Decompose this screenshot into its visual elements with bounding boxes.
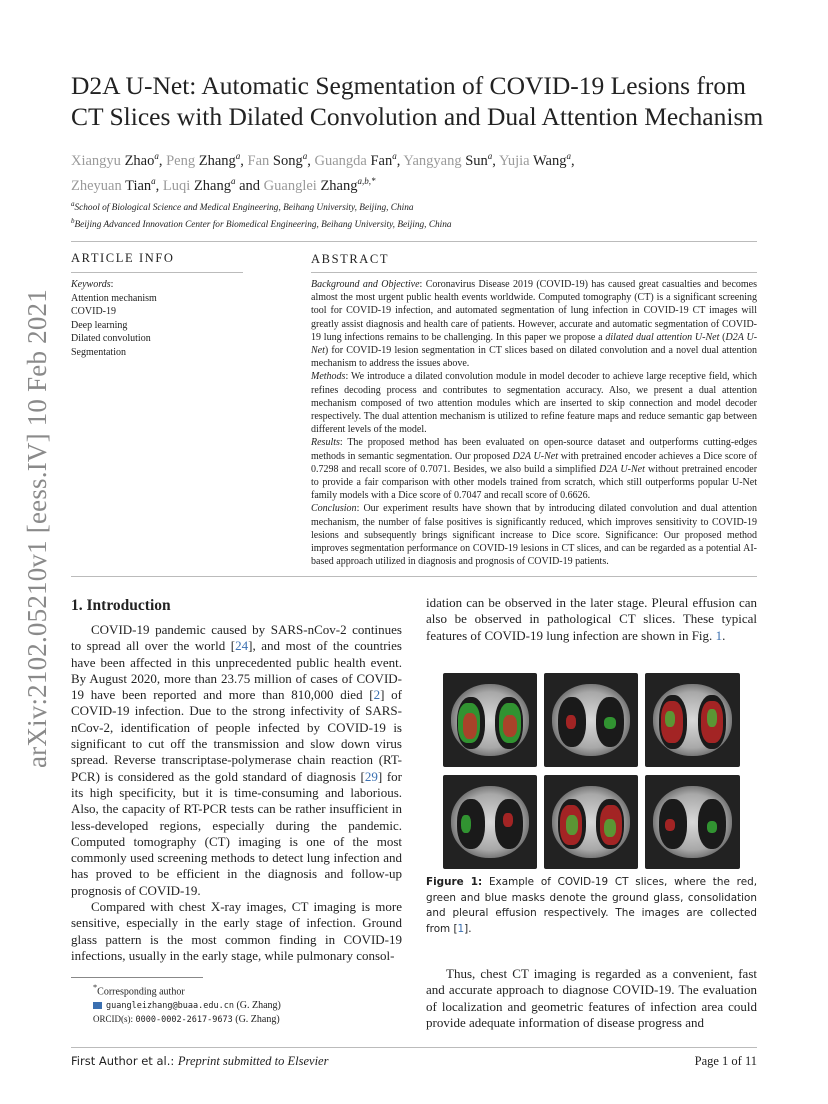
keywords-block: Keywords: Attention mechanism COVID-19 Deep learning Dilated convolution Segmentation: [71, 278, 251, 359]
citation-link[interactable]: 24: [235, 638, 249, 654]
citation-link[interactable]: 2: [373, 687, 381, 703]
author-name: Yangyang Sun$^a$: [403, 151, 493, 169]
keyword: Deep learning: [71, 319, 128, 331]
ct-slice-image: [443, 775, 537, 869]
author-name: Zheyuan Tian$^a$: [71, 175, 156, 194]
paper-title: D2A U-Net: Automatic Segmentation of COVID-19 Lesions from CT Slices with Dilated Convolution and Dual Attention Mechanism: [71, 71, 764, 131]
ct-slice-image: [443, 673, 537, 767]
citation-link[interactable]: 29: [364, 768, 378, 784]
footer-running-head: First Author et al.: Preprint submitted to Elsevier: [71, 1054, 329, 1068]
affiliations: [71, 198, 771, 232]
figure-1-image: [443, 673, 740, 869]
abstract-conclusion: Conclusion: Our experiment results have shown that by introducing dilated convolution and dual attention mechanism, the number of false positives is significantly reduced, which improves sensitivity to COVID-19 lesions and subsequently brings significant increase to Dice score. Significance: Our proposed method improves segmentation performance on COVID-19 lesions in CT slices, and can be regarded as a potential AI-based approach utilized in diagnosis and prognosis of COVID-19 patients.: [311, 503, 757, 568]
keyword: Attention mechanism: [71, 292, 157, 304]
authors-and: and: [239, 177, 261, 194]
intro-paragraph-3: Thus, chest CT imaging is regarded as a convenient, fast and accurate approach to diagnose COVID-19. The evaluation of localization and geometric features of infection area could provide adequate information of disease progress and: [426, 966, 757, 1030]
abstract-results: Results: The proposed method has been evaluated on open-source dataset and outperforms cutting-edges methods in semantic segmentation. Our proposed D2A U-Net with pretrained encoder achieves a Dice score of 0.7298 and recall score of 0.7071. Besides, we also build a simplified D2A U-Net without pretrained encoder to provide a fair comparison with other models trained from scratch, which still outperforms popular U-Net family models with a Dice score of 0.7047 and recall score of 0.6626.: [311, 437, 758, 502]
keywords-label: Keywords: [71, 279, 111, 290]
ct-slice-image: [544, 673, 638, 767]
abstract-body: [311, 278, 757, 568]
author-name: Luqi Zhang$^a$: [162, 175, 236, 194]
citation-link[interactable]: 1: [457, 922, 465, 935]
intro-paragraph-2: Compared with chest X-ray images, CT imaging is more sensitive, especially in the early stage of infection. Ground glass pattern is the most common finding in COVID-19 infections, usually in the early stage, while pulmonary consol-: [71, 899, 402, 963]
figure-reference-link[interactable]: 1: [715, 627, 723, 643]
email-icon: [93, 1002, 102, 1009]
ct-slice-image: [645, 673, 740, 767]
intro-left-column: [71, 622, 402, 964]
intro-right-column-bottom: [426, 966, 757, 1031]
affiliation-a: $^a$School of Biological Science and Medical Engineering, Beihang University, Beijing, China: [71, 200, 414, 214]
author-name: Guangda Fan$^a$: [314, 151, 397, 169]
footnote: *Corresponding author guangleizhang@buaa.edu.cn (G. Zhang) ORCID(s): 0000-0002-2617-9673 (G. Zhang): [93, 983, 281, 1026]
figure-1-caption: Figure 1: Example of COVID-19 CT slices, where the red, green and blue masks denote the ground glass, consolidation and pleural effusion respectively. The images are collected from [1].: [426, 876, 757, 935]
divider: [71, 241, 757, 242]
divider: [71, 272, 243, 273]
author-list: Xiangyu Zhao$^a$, Peng Zhang$^a$, Fan Song$^a$, Guangda Fan$^a$, Yangyang Sun$^a$, Yujia Wang$^a$, Zheyuan Tian$^a$, Luqi Zhang$^a$ and Guanglei Zhang$^{a,b,*}$: [71, 151, 575, 194]
author-name: Peng Zhang$^a$: [166, 151, 241, 169]
ct-slice-image: [544, 775, 638, 869]
page-number: Page 1 of 11: [694, 1054, 757, 1068]
footnote-rule: [71, 977, 203, 978]
arxiv-identifier: arXiv:2102.05210v1 [eess.IV] 10 Feb 2021: [22, 289, 52, 768]
author-name: Guanglei Zhang$^{a,b,*}$: [263, 175, 376, 194]
ct-slice-image: [645, 775, 740, 869]
abstract-heading: ABSTRACT: [311, 252, 390, 266]
article-info-heading: ARTICLE INFO: [71, 251, 175, 265]
keyword: Dilated convolution: [71, 333, 151, 344]
orcid-link[interactable]: 0000-0002-2617-9673: [135, 1015, 233, 1026]
intro-paragraph-1: COVID-19 pandemic caused by SARS-nCov-2 continues to spread all over the world [24], and most of the countries have been affected in this unprecedented public health event. By August 2020, more than 23.75 million of cases of COVID-19 have been reported and more than 810,000 died [2] of COVID-19 infection. Due to the strong infectivity of SARS-nCov-2, identification of people infected by COVID-19 is significant to cut off the transmission and slow down virus spread. Reverse transcriptase-polymerase chain reaction (RT-PCR) is considered as the gold standard of diagnosis [29] for its high specificity, but it is time-consuming and laborious. Also, the capacity of RT-PCR tests can be rather insufficient in less-developed regions, especially during the pandemic. Computed tomography (CT) imaging is one of the most commonly used screening methods to detect lung infection and has proved to be efficient in the diagnosis and follow-up prognosis of COVID-19.: [71, 622, 402, 898]
abstract-methods: Methods: We introduce a dilated convolution module in model decoder to achieve large receptive field, which refines decoding process and contributes to segmentation accuracy. Also, we present a dual attention mechanism composed of two attention modules which are inserted to skip connection and model decoder respectively. The dual attention mechanism is utilized to refine feature maps and reduce semantic gap between different levels of the model.: [311, 371, 757, 436]
email-link[interactable]: guangleizhang@buaa.edu.cn: [106, 1000, 234, 1011]
intro-right-column-top: [426, 595, 757, 644]
affiliation-b: $^b$Beijing Advanced Innovation Center for Biomedical Engineering, Beihang University, Beijing, China: [71, 217, 452, 231]
divider: [71, 576, 757, 577]
abstract-background: Background and Objective: Coronavirus Disease 2019 (COVID-19) has caused great casualties and becomes almost the most urgent public health events worldwide. Computed tomography (CT) is a significant screening tool for COVID-19 infection, and automated segmentation of lung infection in COVID-19 CT images will greatly assist diagnosis and health care of patients. However, accurate and automatic segmentation of COVID-19 lung infections remains to be challenging. In this paper we propose a dilated dual attention U-Net (D2A U-Net) for COVID-19 lesion segmentation in CT slices based on dilated convolution and a novel dual attention mechanism to address the issues above.: [311, 279, 758, 370]
author-name: Xiangyu Zhao$^a$: [71, 151, 159, 169]
author-name: Yujia Wang$^a$: [499, 151, 571, 169]
keyword: Segmentation: [71, 346, 126, 358]
section-heading-introduction: 1. Introduction: [71, 597, 171, 614]
author-name: Fan Song$^a$: [247, 151, 308, 169]
page-footer: [71, 1054, 757, 1069]
intro-paragraph-continued: idation can be observed in the later stage. Pleural effusion can also be observed in pathological CT slices. These typical features of COVID-19 lung infection are shown in Fig. 1.: [426, 595, 757, 643]
keyword: COVID-19: [71, 306, 116, 317]
divider: [311, 272, 757, 273]
divider: [71, 1047, 757, 1048]
